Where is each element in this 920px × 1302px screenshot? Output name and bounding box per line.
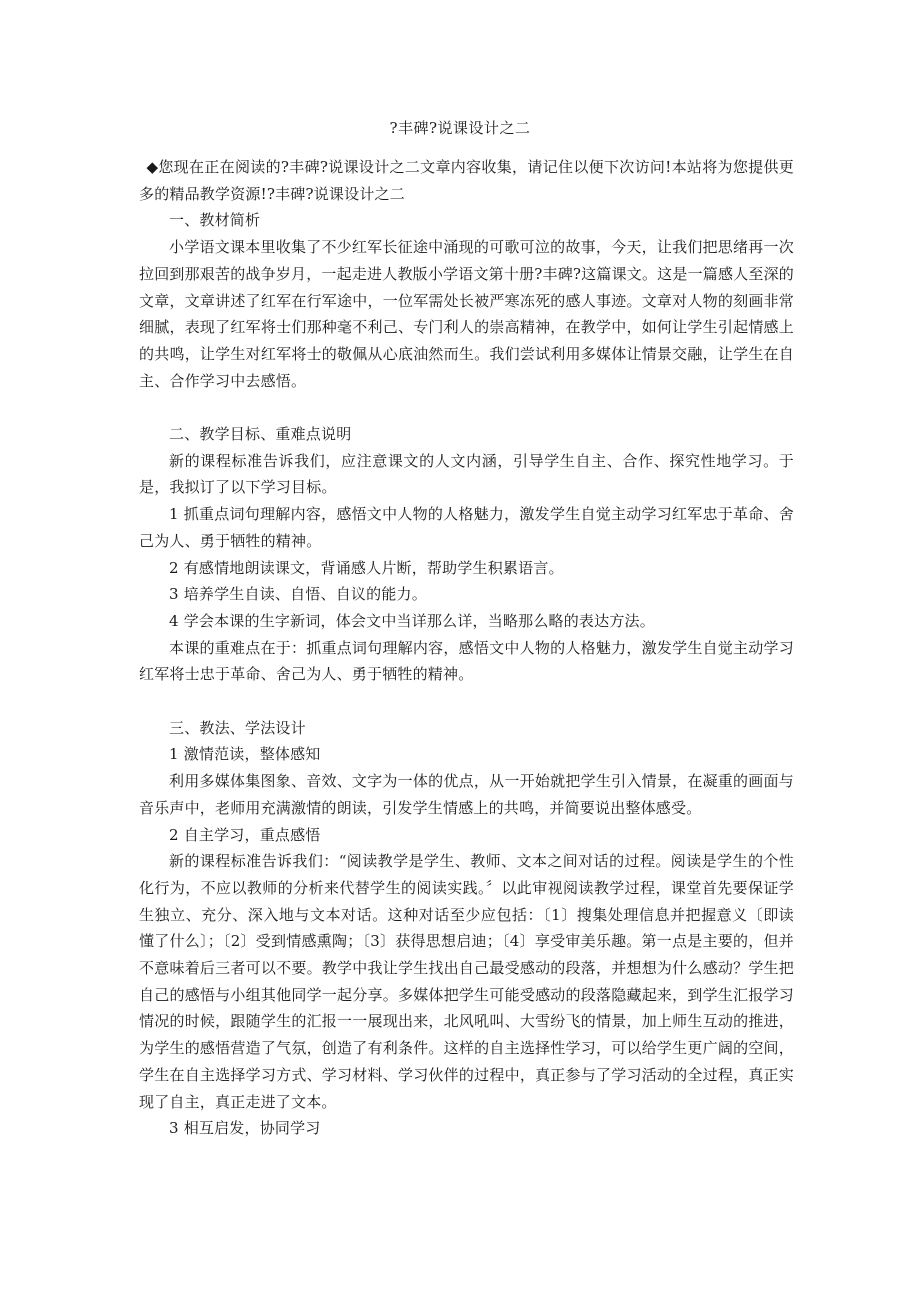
blank-line	[139, 688, 794, 715]
paragraph: 新的课程标准告诉我们：“阅读教学是学生、教师、文本之间对话的过程。阅读是学生的个性化行为，不应以教师的分析来代替学生的阅读实践。〞以此审视阅读教学过程，课堂首先要保证学生独立、充分、深入地与文本对话。这种对话至少应包括：〔1〕搜集处理信息并把握意义〔即读懂了什么〕；〔2〕受到情感熏陶；〔3〕获得思想启迪；〔4〕享受审美乐趣。第一点是主要的，但并不意味着后三者可以不要。教学中我让学生找出自己最受感动的段落，并想想为什么感动？学生把自己的感悟与小组其他同学一起分享。多媒体把学生可能受感动的段落隐藏起来，到学生汇报学习情况的时候，跟随学生的汇报一一展现出来，北风吼叫、大雪纷飞的情景，加上师生互动的推进，为学生的感悟营造了气氛，创造了有利条件。这样的自主选择性学习，可以给学生更广阔的空间，学生在自主选择学习方式、学习材料、学习伙伴的过程中，真正参与了学习活动的全过程，真正实现了自主，真正走进了文本。	[139, 852, 794, 1111]
intro-paragraph: ◆您现在正在阅读的?丰碑?说课设计之二文章内容收集，请记住以便下次访问!本站将为您提供更多的精品教学资源!?丰碑?说课设计之二	[139, 158, 794, 203]
paragraph: 本课的重难点在于：抓重点词句理解内容，感悟文中人物的人格魅力，激发学生自觉主动学习红军将士忠于革命、舍己为人、勇于牺牲的精神。	[139, 638, 794, 684]
paragraph: 新的课程标准告诉我们，应注意课文的人文内涵，引导学生自主、合作、探究性地学习。于是，我拟订了以下学习目标。	[139, 451, 794, 497]
subheading: 2 自主学习，重点感悟	[169, 825, 321, 844]
section-heading: 一、教材简析	[169, 211, 261, 230]
section-heading: 二、教学目标、重难点说明	[169, 425, 352, 444]
section-heading: 三、教法、学法设计	[169, 718, 306, 737]
subheading: 1 激情范读，整体感知	[169, 745, 321, 764]
list-item: 2 有感情地朗读课文，背诵感人片断，帮助学生积累语言。	[169, 558, 564, 577]
page-title: ?丰碑?说课设计之二	[389, 119, 531, 137]
document-body	[139, 154, 794, 1142]
list-item: 1 抓重点词句理解内容，感悟文中人物的人格魅力，激发学生自觉主动学习红军忠于革命、舍己为人、勇于牺牲的精神。	[139, 505, 794, 550]
paragraph: 小学语文课本里收集了不少红军长征途中涌现的可歌可泣的故事，今天，让我们把思绪再一次拉回到那艰苦的战争岁月，一起走进人教版小学语文第十册?丰碑?这篇课文。这是一篇感人至深的文章，文章讲述了红军在行军途中，一位军需处长被严寒冻死的感人事迹。文章对人物的刻画非常细腻，表现了红军将士们那种毫不利己、专门利人的崇高精神，在教学中，如何让学生引起情感上的共鸣，让学生对红军将士的敬佩从心底油然而生。我们尝试利用多媒体让情景交融，让学生在自主、合作学习中去感悟。	[139, 238, 794, 390]
list-item: 3 培养学生自读、自悟、自议的能力。	[169, 585, 427, 604]
paragraph: 利用多媒体集图象、音效、文字为一体的优点，从一开始就把学生引入情景，在凝重的画面与音乐声中，老师用充满激情的朗读，引发学生情感上的共鸣，并简要说出整体感受。	[139, 772, 794, 817]
blank-line	[139, 394, 794, 421]
subheading: 3 相互启发，协同学习	[169, 1119, 321, 1138]
list-item: 4 学会本课的生字新词，体会文中当详那么详，当略那么略的表达方法。	[169, 611, 655, 630]
